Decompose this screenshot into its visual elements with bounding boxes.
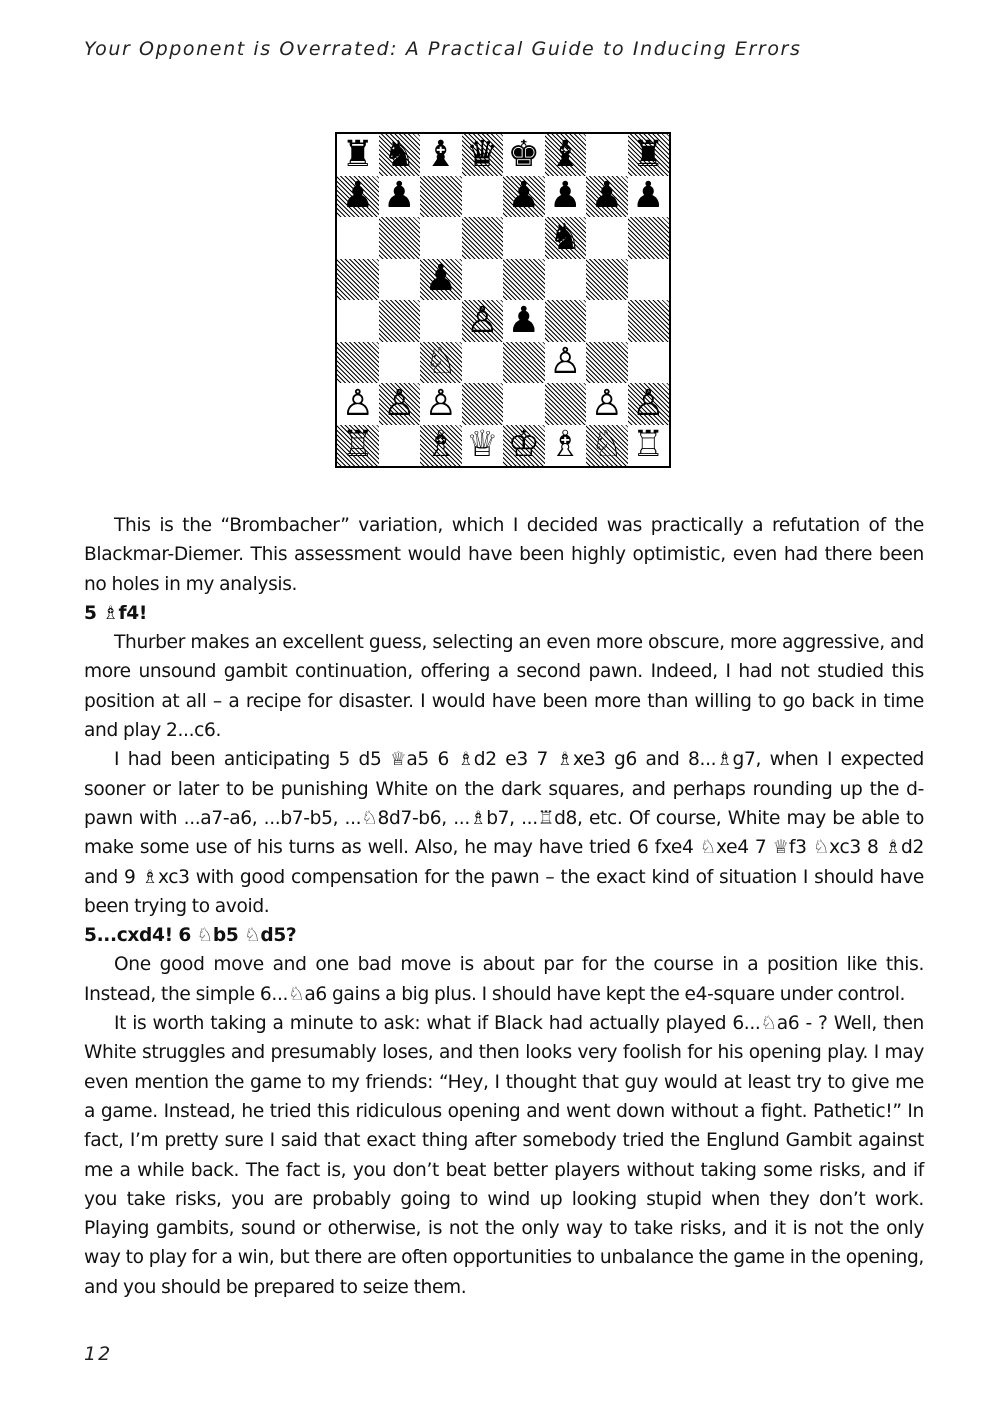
square-d7 bbox=[462, 176, 504, 218]
square-e8 bbox=[503, 134, 545, 176]
chess-piece: ♙ bbox=[424, 382, 457, 424]
square-c2 bbox=[420, 383, 462, 425]
square-g2 bbox=[586, 383, 628, 425]
square-g3 bbox=[586, 342, 628, 384]
square-a3 bbox=[337, 342, 379, 384]
square-g4 bbox=[586, 300, 628, 342]
chess-piece: ♞ bbox=[383, 133, 416, 175]
square-b5 bbox=[379, 259, 421, 301]
square-f6 bbox=[545, 217, 587, 259]
chess-piece: ♝ bbox=[549, 133, 582, 175]
square-g5 bbox=[586, 259, 628, 301]
square-f2 bbox=[545, 383, 587, 425]
square-c8 bbox=[420, 134, 462, 176]
paragraph: One good move and one bad move is about par for the course in a position like this. Instead, the simple 6...♘a6 gains a big plus. I should have kept the e4-square under control. bbox=[84, 954, 924, 1005]
square-e3 bbox=[503, 342, 545, 384]
chess-piece: ♟ bbox=[507, 299, 540, 341]
chess-piece: ♞ bbox=[549, 216, 582, 258]
square-c4 bbox=[420, 300, 462, 342]
chess-piece: ♚ bbox=[507, 133, 540, 175]
square-d6 bbox=[462, 217, 504, 259]
square-b6 bbox=[379, 217, 421, 259]
page-number: 12 bbox=[84, 1343, 113, 1365]
chess-piece: ♔ bbox=[507, 424, 540, 466]
chess-piece: ♖ bbox=[632, 424, 665, 466]
square-a2 bbox=[337, 383, 379, 425]
chess-piece: ♗ bbox=[549, 424, 582, 466]
square-c3 bbox=[420, 342, 462, 384]
square-h6 bbox=[628, 217, 670, 259]
square-c5 bbox=[420, 259, 462, 301]
square-g6 bbox=[586, 217, 628, 259]
chess-piece: ♙ bbox=[383, 382, 416, 424]
square-e6 bbox=[503, 217, 545, 259]
chess-piece: ♖ bbox=[341, 424, 374, 466]
chess-piece: ♜ bbox=[341, 133, 374, 175]
square-b3 bbox=[379, 342, 421, 384]
chess-piece: ♙ bbox=[549, 341, 582, 383]
square-c7 bbox=[420, 176, 462, 218]
chess-piece: ♙ bbox=[466, 299, 499, 341]
square-a6 bbox=[337, 217, 379, 259]
square-a7 bbox=[337, 176, 379, 218]
square-f4 bbox=[545, 300, 587, 342]
chess-piece: ♟ bbox=[341, 175, 374, 217]
square-a8 bbox=[337, 134, 379, 176]
square-e2 bbox=[503, 383, 545, 425]
square-f3 bbox=[545, 342, 587, 384]
chess-piece: ♟ bbox=[424, 258, 457, 300]
chess-diagram bbox=[335, 132, 671, 468]
chess-piece: ♘ bbox=[590, 424, 623, 466]
chess-piece: ♟ bbox=[507, 175, 540, 217]
square-d4 bbox=[462, 300, 504, 342]
move-heading: 5...cxd4! 6 ♘b5 ♘d5? bbox=[84, 925, 297, 947]
chess-piece: ♙ bbox=[632, 382, 665, 424]
paragraph: This is the “Brombacher” variation, which I decided was practically a refutation of the Blackmar-Diemer. This assessment would have been highly optimistic, even had there been no holes in my analysis. bbox=[84, 515, 924, 595]
square-d1 bbox=[462, 425, 504, 467]
chess-piece: ♗ bbox=[424, 424, 457, 466]
chess-piece: ♜ bbox=[632, 133, 665, 175]
square-d5 bbox=[462, 259, 504, 301]
paragraph: I had been anticipating 5 d5 ♕a5 6 ♗d2 e3 7 ♗xe3 g6 and 8...♗g7, when I expected sooner or later to be punishing White on the dark squares, and perhaps rounding up the d-pawn with ...a7-a6, ...b7-b5, ...♘8d7-b6, ...♗b7, ...♖d8, etc. Of course, White may be able to make some use of his turns as well. Also, he may have tried 6 fxe4 ♘xe4 7 ♕f3 ♘xc3 8 ♗d2 and 9 ♗xc3 with good compensation for the pawn – the exact kind of situation I should have been trying to avoid. bbox=[84, 749, 924, 917]
square-h5 bbox=[628, 259, 670, 301]
square-a1 bbox=[337, 425, 379, 467]
square-d8 bbox=[462, 134, 504, 176]
square-g8 bbox=[586, 134, 628, 176]
chess-piece: ♘ bbox=[424, 341, 457, 383]
chess-piece: ♟ bbox=[549, 175, 582, 217]
square-b4 bbox=[379, 300, 421, 342]
square-c6 bbox=[420, 217, 462, 259]
square-a5 bbox=[337, 259, 379, 301]
square-b8 bbox=[379, 134, 421, 176]
chess-piece: ♙ bbox=[341, 382, 374, 424]
square-d3 bbox=[462, 342, 504, 384]
square-f7 bbox=[545, 176, 587, 218]
square-g1 bbox=[586, 425, 628, 467]
chess-piece: ♟ bbox=[383, 175, 416, 217]
square-b7 bbox=[379, 176, 421, 218]
square-c1 bbox=[420, 425, 462, 467]
square-e5 bbox=[503, 259, 545, 301]
square-b1 bbox=[379, 425, 421, 467]
paragraph: It is worth taking a minute to ask: what if Black had actually played 6...♘a6 - ? Well, then White struggles and presumably loses, and then looks very foolish for his opening play. I may even mention the game to my friends: “Hey, I thought that guy would at least try to give me a game. Instead, he tried this ridiculous opening and went down without a fight. Pathetic!” In fact, I’m pretty sure I said that exact thing after somebody tried the Englund Gambit against me a while back. The fact is, you don’t beat better players without taking some risks, and if you take risks, you are probably going to wind up looking stupid when they don’t work. Playing gambits, sound or otherwise, is not the only way to take risks, and it is not the only way to play for a win, but there are often opportunities to unbalance the game in the opening, and you should be prepared to seize them. bbox=[84, 1013, 924, 1298]
chess-piece: ♕ bbox=[466, 424, 499, 466]
square-h7 bbox=[628, 176, 670, 218]
square-d2 bbox=[462, 383, 504, 425]
chess-piece: ♟ bbox=[632, 175, 665, 217]
square-f5 bbox=[545, 259, 587, 301]
running-head: Your Opponent is Overrated: A Practical Guide to Inducing Errors bbox=[84, 38, 802, 60]
square-h3 bbox=[628, 342, 670, 384]
square-h8 bbox=[628, 134, 670, 176]
square-h2 bbox=[628, 383, 670, 425]
move-heading: 5 ♗f4! bbox=[84, 602, 147, 624]
chess-piece: ♙ bbox=[590, 382, 623, 424]
square-h4 bbox=[628, 300, 670, 342]
square-e4 bbox=[503, 300, 545, 342]
paragraph: Thurber makes an excellent guess, selecting an even more obscure, more aggressive, and more unsound gambit continuation, offering a second pawn. Indeed, I had not studied this position at all – a recipe for disaster. I would have been more than willing to go back in time and play 2...c6. bbox=[84, 632, 924, 742]
chess-piece: ♛ bbox=[466, 133, 499, 175]
chess-piece: ♝ bbox=[424, 133, 457, 175]
square-e7 bbox=[503, 176, 545, 218]
square-b2 bbox=[379, 383, 421, 425]
square-a4 bbox=[337, 300, 379, 342]
square-f8 bbox=[545, 134, 587, 176]
chess-piece: ♟ bbox=[590, 175, 623, 217]
square-h1 bbox=[628, 425, 670, 467]
square-e1 bbox=[503, 425, 545, 467]
square-g7 bbox=[586, 176, 628, 218]
main-text bbox=[84, 511, 924, 1302]
square-f1 bbox=[545, 425, 587, 467]
